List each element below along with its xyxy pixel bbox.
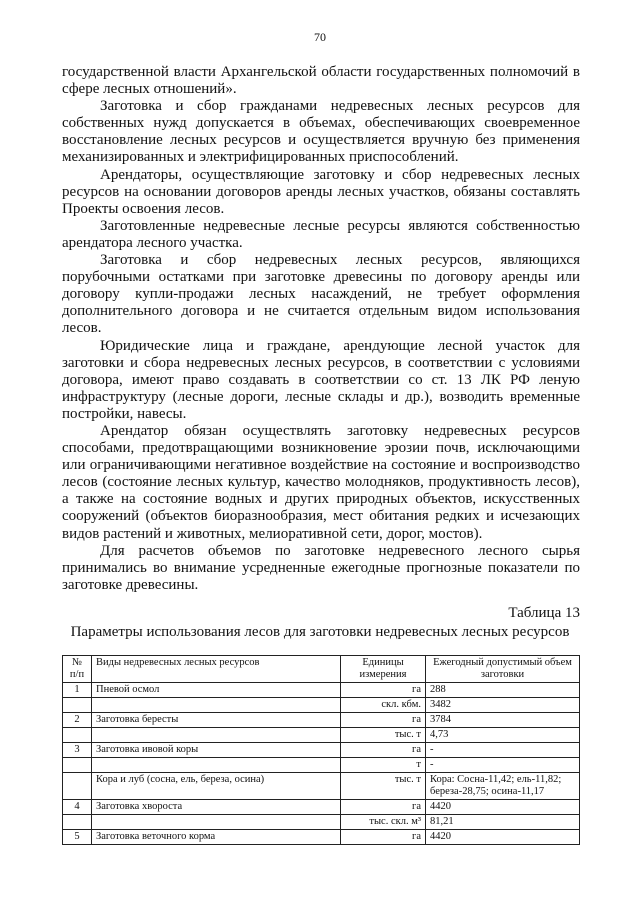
table-row: [63, 815, 580, 830]
cell-unit: тыс. т: [341, 773, 426, 800]
cell-kind: Заготовка хвороста: [92, 800, 341, 815]
cell-unit: т: [341, 758, 426, 773]
header-unit: Единицы измерения: [341, 656, 426, 683]
cell-kind: Кора и луб (сосна, ель, береза, осина): [92, 773, 341, 800]
cell-unit: га: [341, 683, 426, 698]
cell-kind: Заготовка ивовой коры: [92, 743, 341, 758]
cell-num: 5: [63, 830, 92, 845]
cell-volume: 3784: [426, 713, 580, 728]
cell-volume: 4420: [426, 800, 580, 815]
paragraph: государственной власти Архангельской области государственных полномочий в сфере лесных отношений».: [62, 64, 580, 98]
paragraph: Юридические лица и граждане, арендующие лесной участок для заготовки и сбора недревесных лесных ресурсов, в соответствии с условиями договора, имеют право создавать в соответствии со ст. 13 ЛК РФ леную инфраструктуру (лесные дороги, лесные склады и др.), возводить временные постройки, навесы.: [62, 337, 580, 422]
cell-kind: [92, 758, 341, 773]
paragraph: Заготовка и сбор гражданами недревесных лесных ресурсов для собственных нужд допускается в объемах, обеспечивающих своевременное восстановление лесных ресурсов и осуществляется вручную без применения механизированных и электрифицированных приспособлений.: [62, 98, 580, 166]
cell-unit: га: [341, 713, 426, 728]
cell-volume: 4,73: [426, 728, 580, 743]
cell-unit: га: [341, 743, 426, 758]
cell-volume: 4420: [426, 830, 580, 845]
table-row: [63, 743, 580, 758]
table-row: [63, 800, 580, 815]
cell-kind: [92, 815, 341, 830]
cell-kind: [92, 728, 341, 743]
cell-num: 4: [63, 800, 92, 815]
cell-num: 3: [63, 743, 92, 758]
cell-kind: Заготовка бересты: [92, 713, 341, 728]
cell-unit: тыс. скл. м³: [341, 815, 426, 830]
paragraph: Арендатор обязан осуществлять заготовку недревесных ресурсов способами, предотвращающими возникновение эрозии почв, исключающими или ограничивающими негативное воздействие на состояние и воспроизводство лесов (состояние лесных культур, качество молодняков, продуктивность лесов), а также на состояние водных и других природных объектов, искусственных сооружений (объектов биоразнообразия, мест обитания редких и исчезающих видов растений и животных, мелиоративной сети, дорог, мостов).: [62, 422, 580, 542]
table-row: [63, 758, 580, 773]
cell-volume: -: [426, 743, 580, 758]
header-num: № п/п: [63, 656, 92, 683]
table-row: [63, 683, 580, 698]
body-text: [62, 64, 580, 594]
cell-num: [63, 758, 92, 773]
table-label: Таблица 13: [508, 605, 580, 621]
table-row: [63, 713, 580, 728]
paragraph: Заготовка и сбор недревесных лесных ресурсов, являющихся порубочными остатками при заготовке древесины по договору аренды или договору купли-продажи лесных насаждений, не требует оформления дополнительного договора и не считается отдельным видом использования лесов.: [62, 252, 580, 337]
header-volume: Ежегодный допустимый объем заготовки: [426, 656, 580, 683]
cell-num: [63, 728, 92, 743]
cell-unit: скл. кбм.: [341, 698, 426, 713]
cell-volume: Кора: Сосна-11,42; ель-11,82; береза-28,75; осина-11,17: [426, 773, 580, 800]
table-title: Параметры использования лесов для заготовки недревесных лесных ресурсов: [70, 624, 570, 640]
paragraph: Для расчетов объемов по заготовке недревесного лесного сырья принимались во внимание усредненные ежегодные прогнозные показатели по заготовке древесины.: [62, 542, 580, 593]
cell-num: [63, 773, 92, 800]
cell-volume: 288: [426, 683, 580, 698]
cell-kind: Заготовка веточного корма: [92, 830, 341, 845]
table-row: [63, 728, 580, 743]
table-row: [63, 830, 580, 845]
resources-table: [62, 655, 580, 845]
paragraph: Заготовленные недревесные лесные ресурсы являются собственностью арендатора лесного участка.: [62, 217, 580, 251]
cell-num: [63, 698, 92, 713]
cell-num: [63, 815, 92, 830]
table-row: [63, 773, 580, 800]
cell-unit: тыс. т: [341, 728, 426, 743]
cell-kind: Пневой осмол: [92, 683, 341, 698]
cell-unit: га: [341, 800, 426, 815]
cell-num: 2: [63, 713, 92, 728]
table-row: [63, 698, 580, 713]
cell-volume: 81,21: [426, 815, 580, 830]
cell-volume: 3482: [426, 698, 580, 713]
cell-num: 1: [63, 683, 92, 698]
table-header-row: [63, 656, 580, 683]
cell-unit: га: [341, 830, 426, 845]
cell-kind: [92, 698, 341, 713]
paragraph: Арендаторы, осуществляющие заготовку и сбор недревесных лесных ресурсов на основании договоров аренды лесных участков, обязаны составлять Проекты освоения лесов.: [62, 166, 580, 217]
page-number: 70: [314, 30, 326, 44]
cell-volume: -: [426, 758, 580, 773]
header-kind: Виды недревесных лесных ресурсов: [92, 656, 341, 683]
